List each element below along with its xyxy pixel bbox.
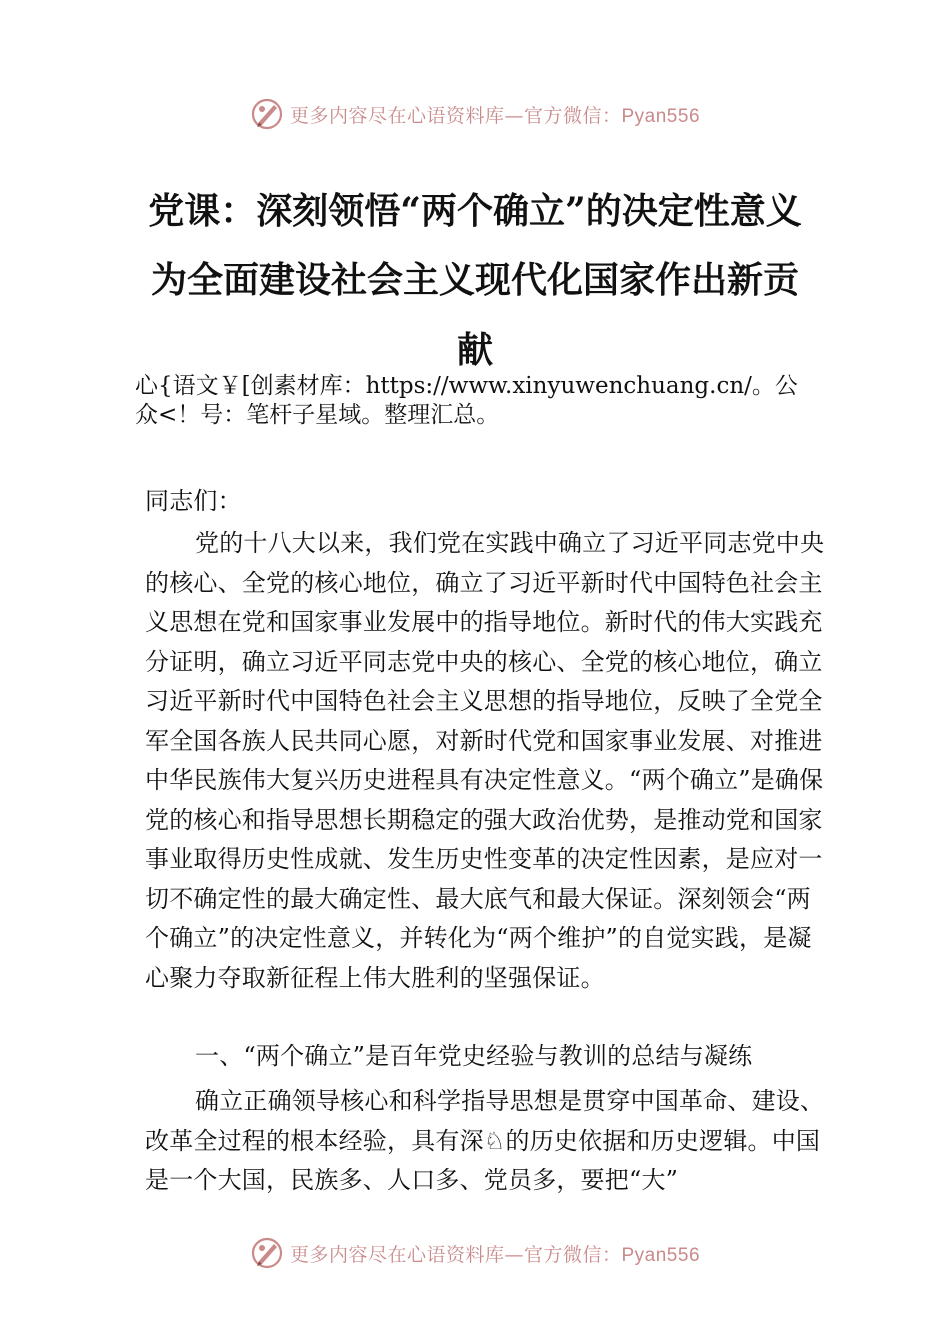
wechat-id: Pyan556 bbox=[621, 1244, 701, 1266]
salutation: 同志们： bbox=[145, 487, 242, 515]
body-paragraph-1: 党的十八大以来，我们党在实践中确立了习近平同志党中央的核心、全党的核心地位，确立了习近平新时代中国特色社会主义思想在党和国家事业发展中的指导地位。新时代的伟大实践充分证明，确立习近平同志党中央的核心、全党的核心地位，确立习近平新时代中国特色社会主义思想的指导地位，反映了全党全军全国各族人民共同心愿，对新时代党和国家事业发展、对推进中华民族伟大复兴历史进程具有决定性意义。“两个确立”是确保党的核心和指导思想长期稳定的强大政治优势，是推动党和国家事业取得历史性成就、发生历史性变革的决定性因素，是应对一切不确定性的最大确定性、最大底气和最大保证。深刻领会“两个确立”的决定性意义，并转化为“两个维护”的自觉实践，是凝心聚力夺取新征程上伟大胜利的坚强保证。 bbox=[145, 529, 825, 992]
watermark-banner-bottom bbox=[0, 1233, 950, 1273]
source-note-line-2: 众<！号：笔杆子星域。整理汇总。 bbox=[135, 402, 500, 428]
body-paragraph-2: 确立正确领导核心和科学指导思想是贯穿中国革命、建设、改革全过程的根本经验，具有深♘的历史依据和历史逻辑。中国是一个大国，民族多、人口多、党员多，要把“大” bbox=[145, 1087, 825, 1194]
document-title-line-3: 献 bbox=[456, 329, 493, 371]
watermark-banner-top bbox=[0, 94, 950, 134]
wechat-id: Pyan556 bbox=[621, 105, 701, 127]
source-note-line-1: 心{语文￥[创素材库：https://www.xinyuwenchuang.cn/。公 bbox=[135, 373, 798, 399]
document-title-line-2: 为全面建设社会主义现代化国家作出新贡 bbox=[150, 259, 799, 301]
pen-quill-logo-icon bbox=[250, 97, 284, 131]
watermark-text: 更多内容尽在心语资料库—官方微信：Pyan556 bbox=[289, 104, 701, 127]
document-title-line-1: 党课：深刻领悟“两个确立”的决定性意义 bbox=[148, 190, 802, 232]
section-heading-1: 一、“两个确立”是百年党史经验与教训的总结与凝练 bbox=[195, 1042, 753, 1070]
pen-quill-logo-icon bbox=[250, 1236, 284, 1270]
watermark-text: 更多内容尽在心语资料库—官方微信：Pyan556 bbox=[289, 1243, 701, 1266]
